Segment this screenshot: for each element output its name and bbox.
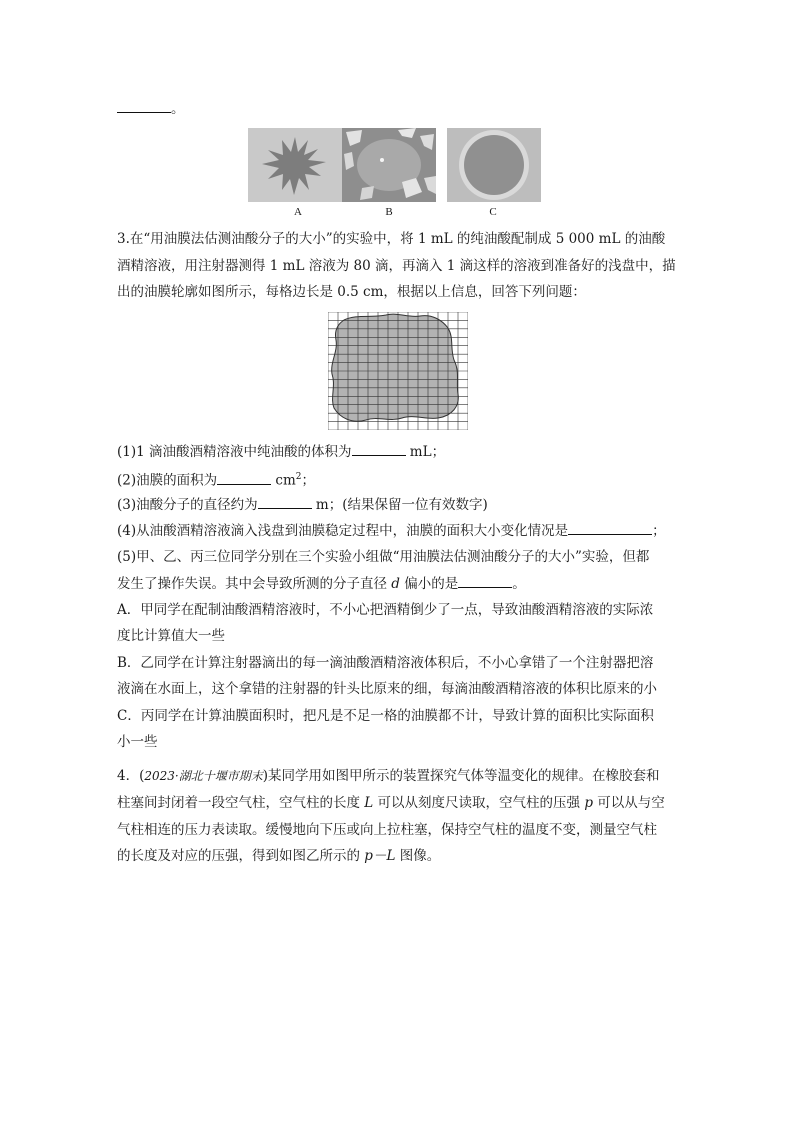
question4-source: 2023·湖北十堰市期末 xyxy=(144,769,263,783)
answer-blank-3[interactable] xyxy=(258,494,312,509)
sub-question-5-line2: 发生了操作失误。其中会导致所测的分子直径 d 偏小的是 。 xyxy=(117,573,526,594)
question4-line3: 气柱相连的压力表读取。缓慢地向下压或向上拉柱塞，保持空气柱的温度不变，测量空气柱 xyxy=(117,822,657,838)
option-c-line2: 小一些 xyxy=(117,734,158,750)
sub-question-2: (2)油膜的面积为 $cm^2$； xyxy=(117,467,315,491)
answer-blank[interactable] xyxy=(117,98,171,113)
patchy-film-icon xyxy=(342,128,436,202)
question3-stem-line2: 酒精溶液，用注射器测得 1 mL 溶液为 80 滴，再滴入 1 滴这样的溶液到准备好的浅盘中，描 xyxy=(117,258,676,274)
star-shaped-film-icon xyxy=(248,128,342,202)
answer-blank-4[interactable] xyxy=(568,520,652,535)
oil-film-outline xyxy=(332,314,459,421)
question3-stem-line1: 3.在“用油膜法估测油酸分子的大小”的实验中，将 1 mL 的纯油酸配制成 5 000 mL 的油酸 xyxy=(117,231,666,247)
answer-blank-5[interactable] xyxy=(458,573,512,588)
question4-line2: 柱塞间封闭着一段空气柱，空气柱的长度 L 可以从刻度尺读取，空气柱的压强 p 可以从与空 xyxy=(117,795,665,811)
sub-question-1: (1)1 滴油酸酒精溶液中纯油酸的体积为 mL； xyxy=(117,441,445,462)
question4-line1: 4．(2023·湖北十堰市期末)某同学用如图甲所示的装置探究气体等温变化的规律。在橡胶套和 xyxy=(117,768,660,784)
option-a-line2: 度比计算值大一些 xyxy=(117,628,225,644)
sub-question-4: (4)从油酸酒精溶液滴入浅盘到油膜稳定过程中，油膜的面积大小变化情况是 ； xyxy=(117,520,666,541)
previous-answer-line: 。 xyxy=(117,98,185,119)
oil-film-grid-figure xyxy=(328,312,468,430)
option-b-line1: B．乙同学在计算注射器滴出的每一滴油酸酒精溶液体积后，不小心拿错了一个注射器把溶 xyxy=(117,655,654,671)
photo-c xyxy=(447,128,541,202)
option-a-line1: A．甲同学在配制油酸酒精溶液时，不小心把酒精倒少了一点，导致油酸酒精溶液的实际浓 xyxy=(117,602,654,618)
answer-blank-1[interactable] xyxy=(352,441,406,456)
round-film-icon xyxy=(447,128,541,202)
question4-line4: 的长度及对应的压强，得到如图乙所示的 p－L 图像。 xyxy=(117,848,441,864)
option-b-line2: 液滴在水面上，这个拿错的注射器的针头比原来的细，每滴油酸酒精溶液的体积比原来的小 xyxy=(117,681,657,697)
option-c-line1: C．丙同学在计算油膜面积时，把凡是不足一格的油膜都不计，导致计算的面积比实际面积 xyxy=(117,708,654,724)
question3-stem-line3: 出的油膜轮廓如图所示，每格边长是 0.5 cm，根据以上信息，回答下列问题： xyxy=(117,284,586,300)
caption-c: C xyxy=(489,206,497,218)
photo-a xyxy=(248,128,342,202)
photo-b xyxy=(342,128,436,202)
sub-question-3: (3)油酸分子的直径约为 m；(结果保留一位有效数字) xyxy=(117,494,488,515)
answer-blank-2[interactable] xyxy=(217,470,271,485)
caption-a: A xyxy=(294,206,302,218)
caption-b: B xyxy=(385,206,393,218)
sub-question-5-line1: (5)甲、乙、丙三位同学分别在三个实验小组做“用油膜法估测油酸分子的大小”实验，但都 xyxy=(117,549,650,565)
